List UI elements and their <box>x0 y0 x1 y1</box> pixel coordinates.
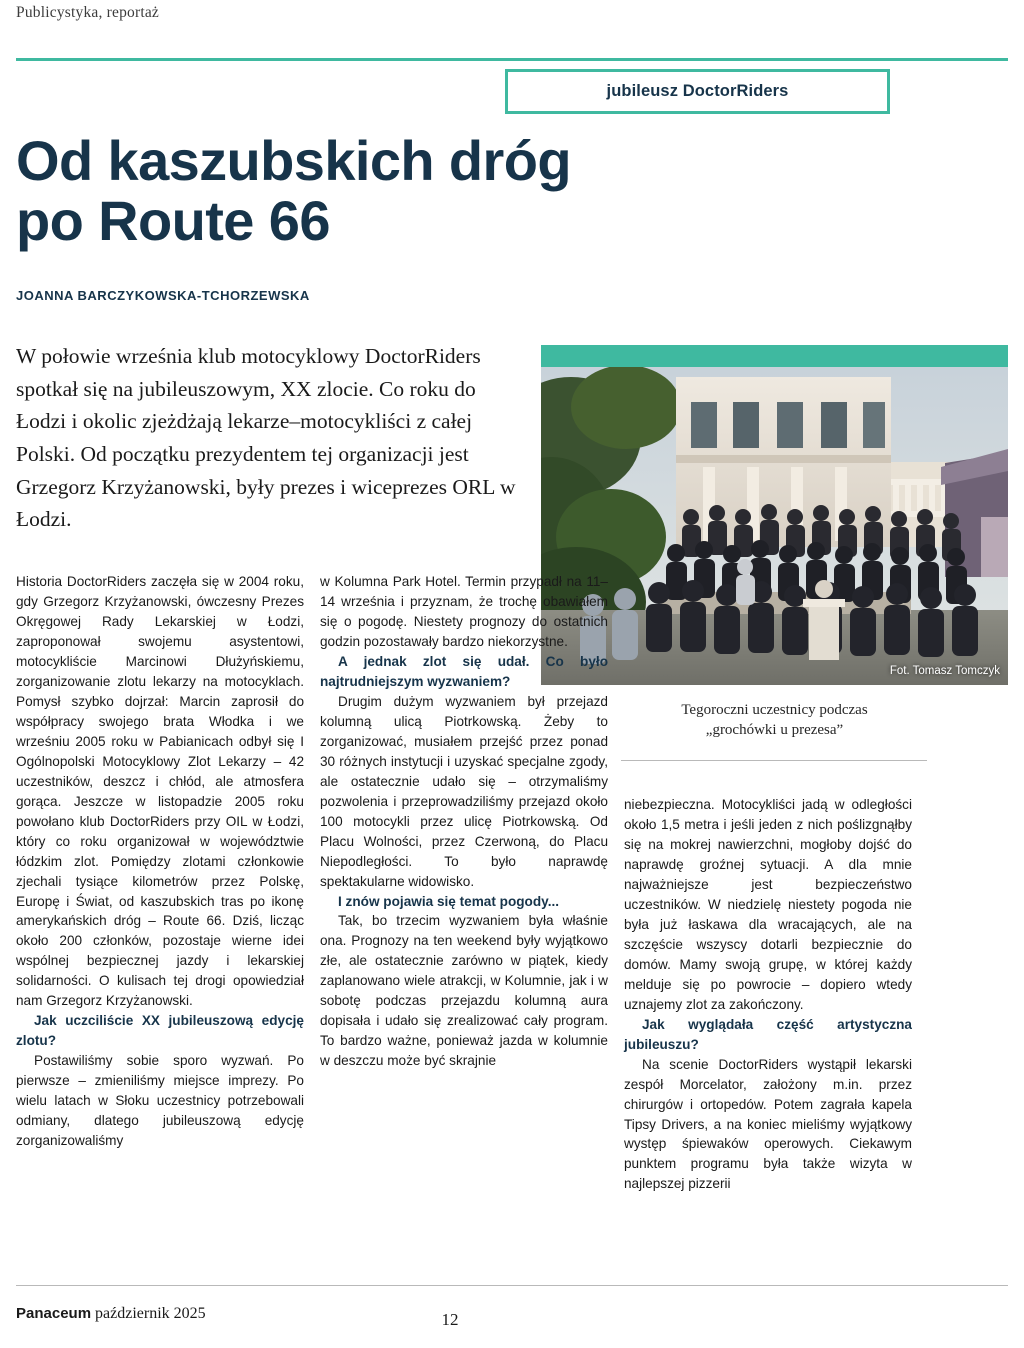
footer-brand <box>16 1305 206 1323</box>
paragraph: w Kolumna Park Hotel. Termin przypadł na 11–14 września i przyznam, że trochę obawiałem się o pogodę. Niestety prognozy do ostatnich godzin pozostawały bardzo niekorzystne. <box>320 574 608 649</box>
top-rule <box>16 58 1008 61</box>
page-number: 12 <box>441 1310 459 1329</box>
interview-question: A jednak zlot się udał. Co było najtrudniejszym wyzwaniem? <box>320 653 608 689</box>
photo-caption-line-1: Tegoroczni uczestnicy podczas <box>681 702 868 718</box>
photo-caption-line-2: „grochówki u prezesa” <box>705 722 844 739</box>
photo-caption <box>541 700 1008 741</box>
lead-paragraph: W połowie września klub motocyklowy DoctorRiders spotkał się na jubileuszowym, XX zlocie. Co roku do Łodzi i okolic zjeżdżają lekarze–motocykliści z całej Polski. Od początku prezydentem tej organizacji jest Grzegorz Krzyżanowski, były prezes i wiceprezes ORL w Łodzi. <box>16 344 516 532</box>
headline-line-2: po Route 66 <box>16 188 330 252</box>
byline: JOANNA BARCZYKOWSKA-TCHORZEWSKA <box>16 288 310 303</box>
paragraph: Na scenie DoctorRiders wystąpił lekarski zespół Morcelator, założony m.in. przez chirurgów i ortopedów. Potem zagrała kapela Tipsy Drivers, a na koniec mieliśmy wyjątkowy występ śpiewaków operowych. Ciekawym punktem programu była także wizyta w najlepszej pizzerii <box>624 1056 912 1192</box>
photo-image <box>541 367 1008 685</box>
running-head: Publicystyka, reportaż <box>16 4 159 21</box>
paragraph: Historia DoctorRiders zaczęła się w 2004 roku, gdy Grzegorz Krzyżanowski, ówczesny Prezes Okręgowej Rady Lekarskiej w Łodzi, zaproponował swojemu asystentowi, motocykliście Marcinowi Dłużyńskiemu, zorganizowanie zlotu lekarzy na motocyklach. Pomysł szybko dojrzał: Marcin zaprosił do współpracy swojego brata Włodka i we wrześniu 2005 roku w Pabianicach odbył się I Ogólnopolski Motocyklowy Zlot Lekarzy – 42 uczestników, deszcz i chłód, ale atmosfera gorąca. Jeszcze w listopadzie 2005 roku powołano klub DoctorRiders przy OIL w Łodzi, który co roku organizował w województwie łódzkim zlot. Pomiędzy zlotami członkowie zjechali tysiące kilometrów przez Polskę, Europę i Świat, od kaszubskich tras po ikonę amerykańskich dróg – Route 66. Dziś, licząc około 200 członków, pozostaje wierne idei wspólnej bezpiecznej jazdy i lekarskiej solidarności. O kulisach tej drogi opowiedział nam Grzegorz Krzyżanowski. <box>16 574 304 1009</box>
caption-divider <box>621 760 927 761</box>
body-column-3 <box>624 795 912 1194</box>
body-column-1 <box>16 572 304 1151</box>
kicker-label: jubileusz DoctorRiders <box>606 82 789 100</box>
body-column-2 <box>320 572 608 1272</box>
photo-credit: Fot. Tomasz Tomczyk <box>889 665 1000 677</box>
paragraph: niebezpieczna. Motocykliści jadą w odległości około 1,5 metra i jeśli jeden z nich poślizgnąłby się na mokrej nawierzchni, mogłoby dojść do naprawdę groźnej sytuacji. A dla mnie najważniejsze jest bezpieczeństwo uczestników. W niedzielę niestety pogoda nie była już łaskawa dla wracających, ale na szczęście wszyscy dotarli bezpiecznie do domów. Mamy swoją grupę, w której każdy melduje się po powrocie – dopiero wtedy uznajemy zlot za zakończony. <box>624 797 912 1012</box>
footer-divider <box>16 1285 1008 1286</box>
photo-accent-bar <box>541 345 1008 367</box>
footer-brand-name: Panaceum <box>16 1305 92 1322</box>
paragraph: Tak, bo trzecim wyzwaniem była właśnie ona. Prognozy na ten weekend były wyjątkowo złe, ale ostatecznie zarówno w piątek, kiedy zaplanowano wiele atrakcji, w Kolumnie, jak i w sobotę podczas przejazdu kolumną aura dopisała i udało się zrealizować cały program. To bardzo ważne, ponieważ jazda w kolumnie w deszczu może być skrajnie <box>320 913 608 1069</box>
paragraph: Drugim dużym wyzwaniem był przejazd kolumną ulicą Piotrkowską. Żeby to zorganizować, musiałem przejść przez ponad 30 różnych instytucji i uzyskać specjalne zgody, ale ostatecznie udało się – otrzymaliśmy pozwolenia i przeprowadziliśmy przejazd około 100 motocykli przez ulicę Piotrkowską. Od Placu Wolności, przez Czerwoną, do Placu Niepodległości. To było naprawdę spektakularne widowisko. <box>320 693 608 889</box>
footer-issue: październik 2025 <box>95 1305 206 1322</box>
article-photo <box>541 345 1008 685</box>
interview-question: Jak wyglądała część artystyczna jubileuszu? <box>624 1016 912 1052</box>
kicker-box <box>505 69 890 114</box>
interview-question: I znów pojawia się temat pogody... <box>338 893 560 909</box>
headline-line-1: Od kaszubskich dróg <box>16 129 571 192</box>
paragraph: Postawiliśmy sobie sporo wyzwań. Po pierwsze – zmieniliśmy miejsce imprezy. Po wielu latach w Słoku uczestnicy potrzebowali odmiany, dlatego jubileuszową edycję zorganizowaliśmy <box>16 1053 304 1149</box>
interview-question: Jak uczciliście XX jubileuszową edycję zlotu? <box>16 1013 304 1049</box>
page-title <box>16 131 696 251</box>
